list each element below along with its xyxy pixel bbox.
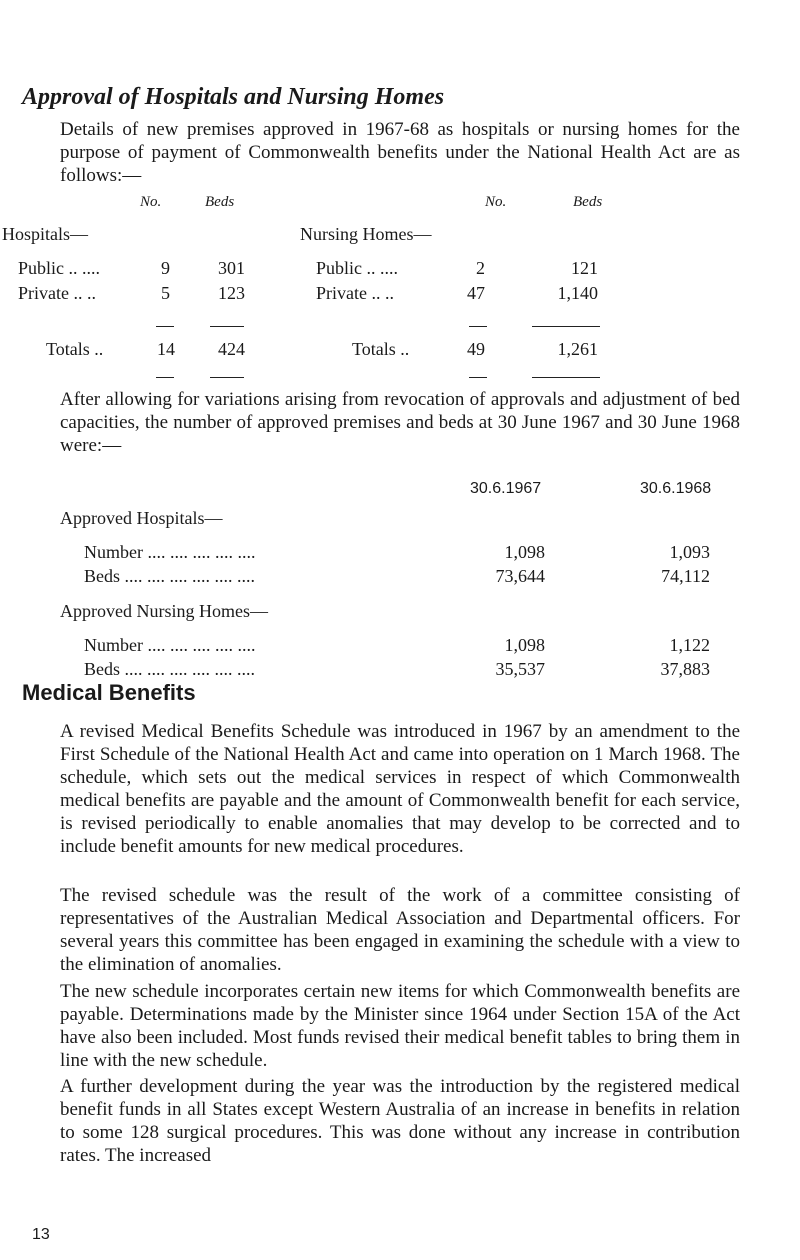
rule (532, 377, 600, 378)
hospitals-col-no: No. (140, 194, 162, 210)
nursing-number-1968: 1,122 (669, 635, 710, 655)
approvals-paragraph: After allowing for variations arising from revocation of approvals and adjustment of bed capacities, the number of approved premises and beds at 30 June 1967 and 30 June 1968 were:— (60, 389, 740, 456)
hospitals-heading: Hospitals— (2, 224, 89, 244)
nursing-public-label: Public .. .... (316, 258, 399, 278)
hospitals-number-1967: 1,098 (504, 542, 545, 562)
nursing-private-no: 47 (467, 283, 485, 303)
hospitals-public-no: 9 (161, 258, 170, 278)
rule (156, 326, 174, 327)
nursing-col-beds: Beds (573, 194, 603, 210)
hospitals-public-beds: 301 (218, 258, 245, 278)
col-1968: 30.6.1968 (640, 480, 712, 497)
medical-benefits-paragraph-3: The new schedule incorporates certain new items for which Commonwealth benefits are payable. Determinations made by the Minister since 1964 under Section 15A of the Act have also been included. Most funds revised their medical benefit tables to bring them in line with the new schedule. (60, 981, 740, 1071)
hospitals-col-beds: Beds (205, 194, 235, 210)
nursing-totals-label: Totals .. (352, 339, 410, 359)
hospitals-beds-1967: 73,644 (495, 566, 545, 586)
intro-paragraph: Details of new premises approved in 1967-68 as hospitals or nursing homes for the purpose of payment of Commonwealth benefits under the National Health Act are as follows:— (60, 119, 740, 186)
hospitals-beds-1968: 74,112 (661, 566, 710, 586)
nursing-number-label: Number .... .... .... .... .... (84, 635, 256, 655)
hospitals-totals-no: 14 (157, 339, 175, 359)
nursing-private-label: Private .. .. (316, 283, 394, 303)
nursing-col-no: No. (485, 194, 507, 210)
nursing-totals-no: 49 (467, 339, 485, 359)
rule (210, 377, 244, 378)
hospitals-beds-label: Beds .... .... .... .... .... .... (84, 566, 255, 586)
rule (469, 326, 487, 327)
rule (210, 326, 244, 327)
col-1967: 30.6.1967 (470, 480, 542, 497)
hospitals-public-label: Public .. .... (18, 258, 101, 278)
nursing-homes-heading: Approved Nursing Homes— (60, 601, 268, 621)
medical-benefits-paragraph-1: A revised Medical Benefits Schedule was introduced in 1967 by an amendment to the First Schedule of the National Health Act and came into operation on 1 March 1968. The schedule, which sets out the medical services in respect of which Commonwealth medical benefits are payable and the amount of Commonwealth benefit for each service, is revised periodically to enable anomalies that may develop to be corrected and to include benefit amounts for new medical procedures. (60, 721, 740, 857)
nursing-beds-1967: 35,537 (495, 659, 545, 679)
nursing-public-beds: 121 (571, 258, 598, 278)
hospitals-number-label: Number .... .... .... .... .... (84, 542, 256, 562)
hospitals-heading: Approved Hospitals— (60, 508, 223, 528)
medical-benefits-paragraph-4: A further development during the year was the introduction by the registered medical benefit funds in all States except Western Australia of an increase in benefits in relation to some 128 surgical procedures. This was done without any increase in contribution rates. The increased (60, 1076, 740, 1166)
page-title: Approval of Hospitals and Nursing Homes (22, 84, 445, 110)
hospitals-totals-label: Totals .. (46, 339, 104, 359)
hospitals-number-1968: 1,093 (669, 542, 710, 562)
hospitals-private-label: Private .. .. (18, 283, 96, 303)
nursing-number-1967: 1,098 (504, 635, 545, 655)
nursing-heading: Nursing Homes— (300, 224, 432, 244)
hospitals-private-beds: 123 (218, 283, 245, 303)
section-heading: Medical Benefits (22, 680, 196, 705)
page-number: 13 (32, 1226, 50, 1243)
rule (469, 377, 487, 378)
rule (156, 377, 174, 378)
nursing-public-no: 2 (476, 258, 485, 278)
hospitals-totals-beds: 424 (218, 339, 245, 359)
medical-benefits-paragraph-2: The revised schedule was the result of the work of a committee consisting of representatives of the Australian Medical Association and Departmental officers. For several years this committee has been engaged in examining the schedule with a view to the elimination of anomalies. (60, 885, 740, 975)
hospitals-private-no: 5 (161, 283, 170, 303)
nursing-totals-beds: 1,261 (557, 339, 598, 359)
nursing-beds-1968: 37,883 (660, 659, 710, 679)
nursing-beds-label: Beds .... .... .... .... .... .... (84, 659, 255, 679)
nursing-private-beds: 1,140 (557, 283, 598, 303)
rule (532, 326, 600, 327)
